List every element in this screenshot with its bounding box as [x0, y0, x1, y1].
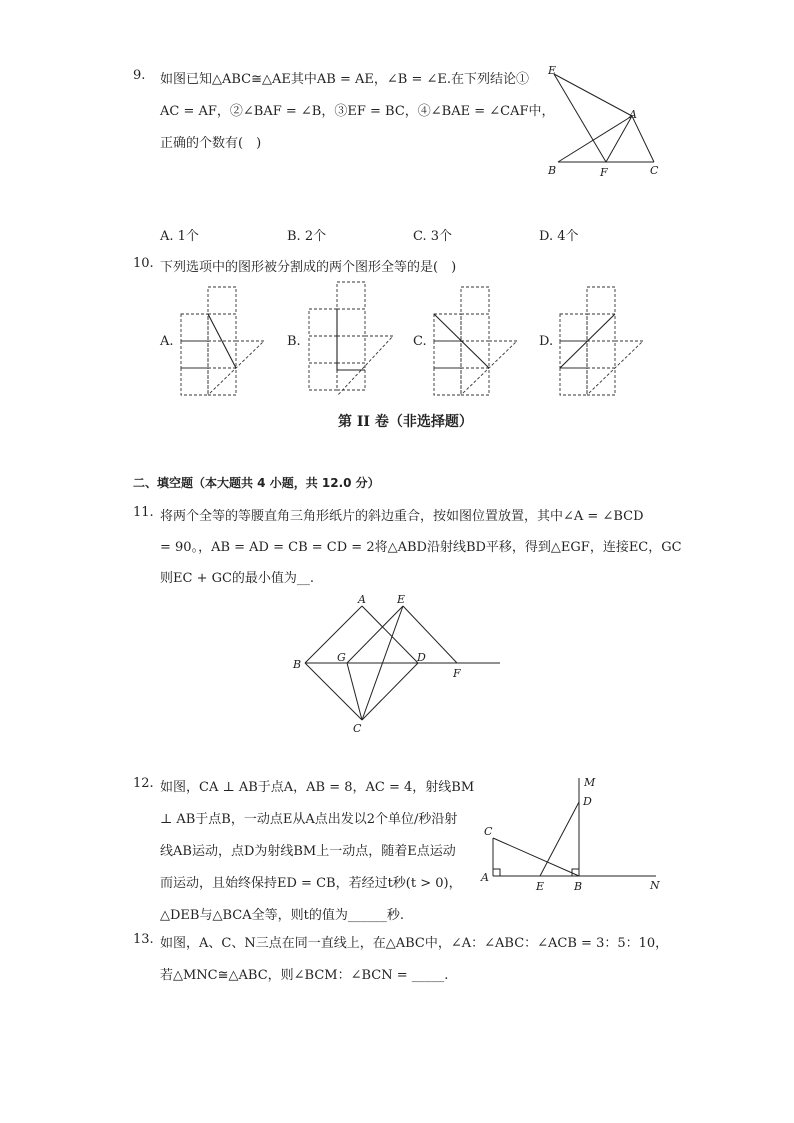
q12-text-line3: 线AB运动，点D为射线BM上一动点，随着E点运动	[160, 844, 456, 859]
q12-figure	[478, 772, 668, 897]
q10-text: 下列选项中的图形被分割成的两个图形全等的是( )	[160, 260, 457, 275]
section-title: 第 II 卷（非选择题）	[338, 414, 473, 430]
q13-number: 13.	[133, 932, 154, 947]
q12-label-A: A	[481, 871, 489, 884]
q9-label-E: E	[548, 64, 557, 77]
q12-label-E: E	[536, 880, 545, 893]
part2-heading: 二、填空题（本大题共 4 小题，共 12.0 分）	[133, 476, 380, 490]
q12-label-C: C	[484, 825, 493, 838]
q9-option-a[interactable]: A. 1个	[160, 229, 199, 244]
q12-label-M: M	[584, 776, 596, 789]
q11-label-C: C	[353, 722, 362, 735]
q11-text-line1: 将两个全等的等腰直角三角形纸片的斜边重合，按如图位置放置，其中∠A = ∠BCD	[160, 509, 644, 524]
q12-text-line2: ⊥ AB于点B，一动点E从A点出发以2个单位/秒沿射	[160, 812, 458, 827]
q10-figure-d[interactable]	[559, 286, 649, 398]
q9-text-line2: AC = AF，②∠BAF = ∠B，③EF = BC，④∠BAE = ∠CAF中，	[160, 104, 555, 119]
q10-option-a[interactable]: A.	[160, 334, 174, 349]
q12-label-N: N	[650, 879, 660, 892]
q11-label-F: F	[453, 667, 461, 680]
q11-label-D: D	[417, 651, 426, 664]
q10-option-b[interactable]: B.	[287, 334, 301, 349]
q9-figure	[540, 62, 670, 182]
q9-label-B: B	[548, 164, 557, 177]
q12-text-line4: 而运动，且始终保持ED = CB，若经过t秒(t > 0)，	[160, 876, 462, 891]
q9-option-b[interactable]: B. 2个	[287, 229, 327, 244]
q10-figure-b[interactable]	[307, 281, 397, 399]
q10-figure-a[interactable]	[180, 286, 270, 398]
q9-label-C: C	[650, 164, 659, 177]
q12-label-D: D	[583, 795, 592, 808]
q9-text-line1: 如图已知△ABC≅△AE其中AB = AE，∠B = ∠E.在下列结论①	[160, 72, 529, 87]
q11-label-G: G	[337, 651, 346, 664]
q9-number: 9.	[133, 68, 146, 83]
q9-option-c[interactable]: C. 3个	[413, 229, 453, 244]
q12-text-line1: 如图，CA ⊥ AB于点A，AB = 8，AC = 4，射线BM	[160, 780, 475, 795]
q10-option-d[interactable]: D.	[539, 334, 554, 349]
q11-figure	[290, 592, 505, 742]
q10-option-c[interactable]: C.	[413, 334, 427, 349]
q12-text-line5: △DEB与△BCA全等，则t的值为______秒.	[160, 908, 404, 923]
q9-text-line3: 正确的个数有( )	[160, 136, 262, 151]
q11-text-line2: = 90。，AB = AD = CB = CD = 2将△ABD沿射线BD平移，得到△EGF，连接EC，GC	[160, 540, 682, 555]
q10-number: 10.	[133, 256, 154, 271]
q11-number: 11.	[133, 505, 154, 520]
q9-option-d[interactable]: D. 4个	[539, 229, 579, 244]
q9-label-A: A	[629, 108, 637, 121]
q11-text-line3: 则EC + GC的最小值为__.	[160, 571, 315, 586]
q12-number: 12.	[133, 776, 154, 791]
q13-text-line1: 如图，A、C、N三点在同一直线上，在△ABC中，∠A：∠ABC：∠ACB = 3：5：10，	[160, 936, 669, 951]
q13-text-line2: 若△MNC≅△ABC，则∠BCM：∠BCN = _____.	[160, 968, 449, 983]
q11-label-B: B	[293, 658, 302, 671]
q11-label-E: E	[397, 593, 406, 606]
q12-label-B: B	[574, 880, 583, 893]
q10-figure-c[interactable]	[433, 286, 523, 398]
q11-label-A: A	[358, 593, 366, 606]
q9-label-F: F	[600, 166, 608, 179]
